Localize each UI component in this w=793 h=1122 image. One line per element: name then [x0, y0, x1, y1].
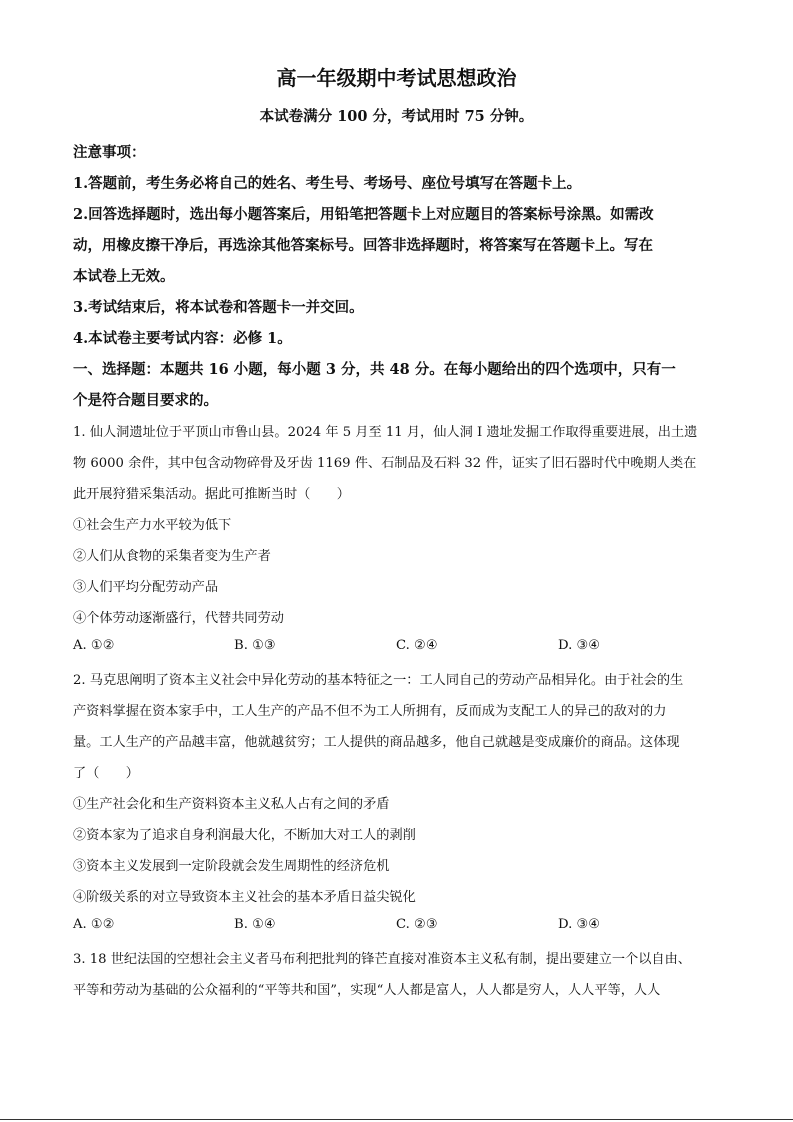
question-2-stem: 产资料掌握在资本家手中，工人生产的产品不但不为工人所拥有，反而成为支配工人的异己的敌对的力: [73, 704, 667, 719]
question-1-statement: ①社会生产力水平较为低下: [73, 518, 232, 533]
question-2-statement: ④阶级关系的对立导致资本主义社会的基本矛盾日益尖锐化: [73, 890, 416, 905]
notice-item: 3.考试结束后，将本试卷和答题卡一并交回。: [73, 299, 364, 316]
question-2-stem: 量。工人生产的产品越丰富，他就越贫穷；工人提供的商品越多，他自己就越是变成廉价的商品。这体现: [73, 735, 680, 750]
question-1-statement: ②人们从食物的采集者变为生产者: [73, 549, 271, 564]
question-2-statement: ②资本家为了追求自身利润最大化，不断加大对工人的剥削: [73, 828, 416, 843]
question-2-option-c: C. ②③: [396, 917, 438, 932]
section-heading-cont: 个是符合题目要求的。: [73, 392, 218, 409]
question-1-stem: 此开展狩猎采集活动。据此可推断当时（ ）: [73, 487, 350, 502]
question-2-statement: ③资本主义发展到一定阶段就会发生周期性的经济危机: [73, 859, 390, 874]
exam-subtitle: 本试卷满分 100 分，考试用时 75 分钟。: [259, 108, 534, 125]
notice-item: 动，用橡皮擦干净后，再选涂其他答案标号。回答非选择题时，将答案写在答题卡上。写在: [73, 237, 653, 254]
section-heading: 一、选择题：本题共 16 小题，每小题 3 分，共 48 分。在每小题给出的四个选项中，只有一: [73, 361, 676, 378]
question-2-option-b: B. ①④: [234, 917, 276, 932]
question-3-stem: 平等和劳动为基础的公众福利的“平等共和国”，实现“人人都是富人，人人都是穷人，人人平等，人人: [73, 983, 661, 998]
question-1-stem: 1. 仙人洞遗址位于平顶山市鲁山县。2024 年 5 月至 11 月，仙人洞 I 遗址发掘工作取得重要进展，出土遗: [73, 425, 698, 440]
question-1-option-a: A. ①②: [73, 638, 115, 653]
notice-item: 1.答题前，考生务必将自己的姓名、考生号、考场号、座位号填写在答题卡上。: [73, 175, 582, 192]
notice-item: 2.回答选择题时，选出每小题答案后，用铅笔把答题卡上对应题目的答案标号涂黑。如需改: [73, 206, 654, 223]
page-bottom-rule: [0, 1119, 793, 1120]
question-2-stem: 了（ ）: [73, 766, 139, 781]
question-1-option-d: D. ③④: [558, 638, 601, 653]
question-1-statement: ③人们平均分配劳动产品: [73, 580, 219, 595]
question-1-option-c: C. ②④: [396, 638, 438, 653]
exam-title: 高一年级期中考试思想政治: [276, 66, 517, 90]
question-2-stem: 2. 马克思阐明了资本主义社会中异化劳动的基本特征之一：工人同自己的劳动产品相异化。由于社会的生: [73, 673, 684, 688]
question-2-option-d: D. ③④: [558, 917, 601, 932]
notice-item: 4.本试卷主要考试内容：必修 1。: [73, 330, 292, 347]
question-2-statement: ①生产社会化和生产资料资本主义私人占有之间的矛盾: [73, 797, 390, 812]
notice-item: 本试卷上无效。: [73, 268, 175, 285]
question-1-statement: ④个体劳动逐渐盛行，代替共同劳动: [73, 611, 284, 626]
question-1-stem: 物 6000 余件，其中包含动物碎骨及牙齿 1169 件、石制品及石料 32 件，证实了旧石器时代中晚期人类在: [73, 456, 697, 471]
notice-heading: 注意事项：: [73, 144, 146, 161]
question-1-option-b: B. ①③: [234, 638, 276, 653]
question-3-stem: 3. 18 世纪法国的空想社会主义者马布利把批判的锋芒直接对准资本主义私有制，提出要建立一个以自由、: [73, 952, 691, 967]
question-2-option-a: A. ①②: [73, 917, 115, 932]
